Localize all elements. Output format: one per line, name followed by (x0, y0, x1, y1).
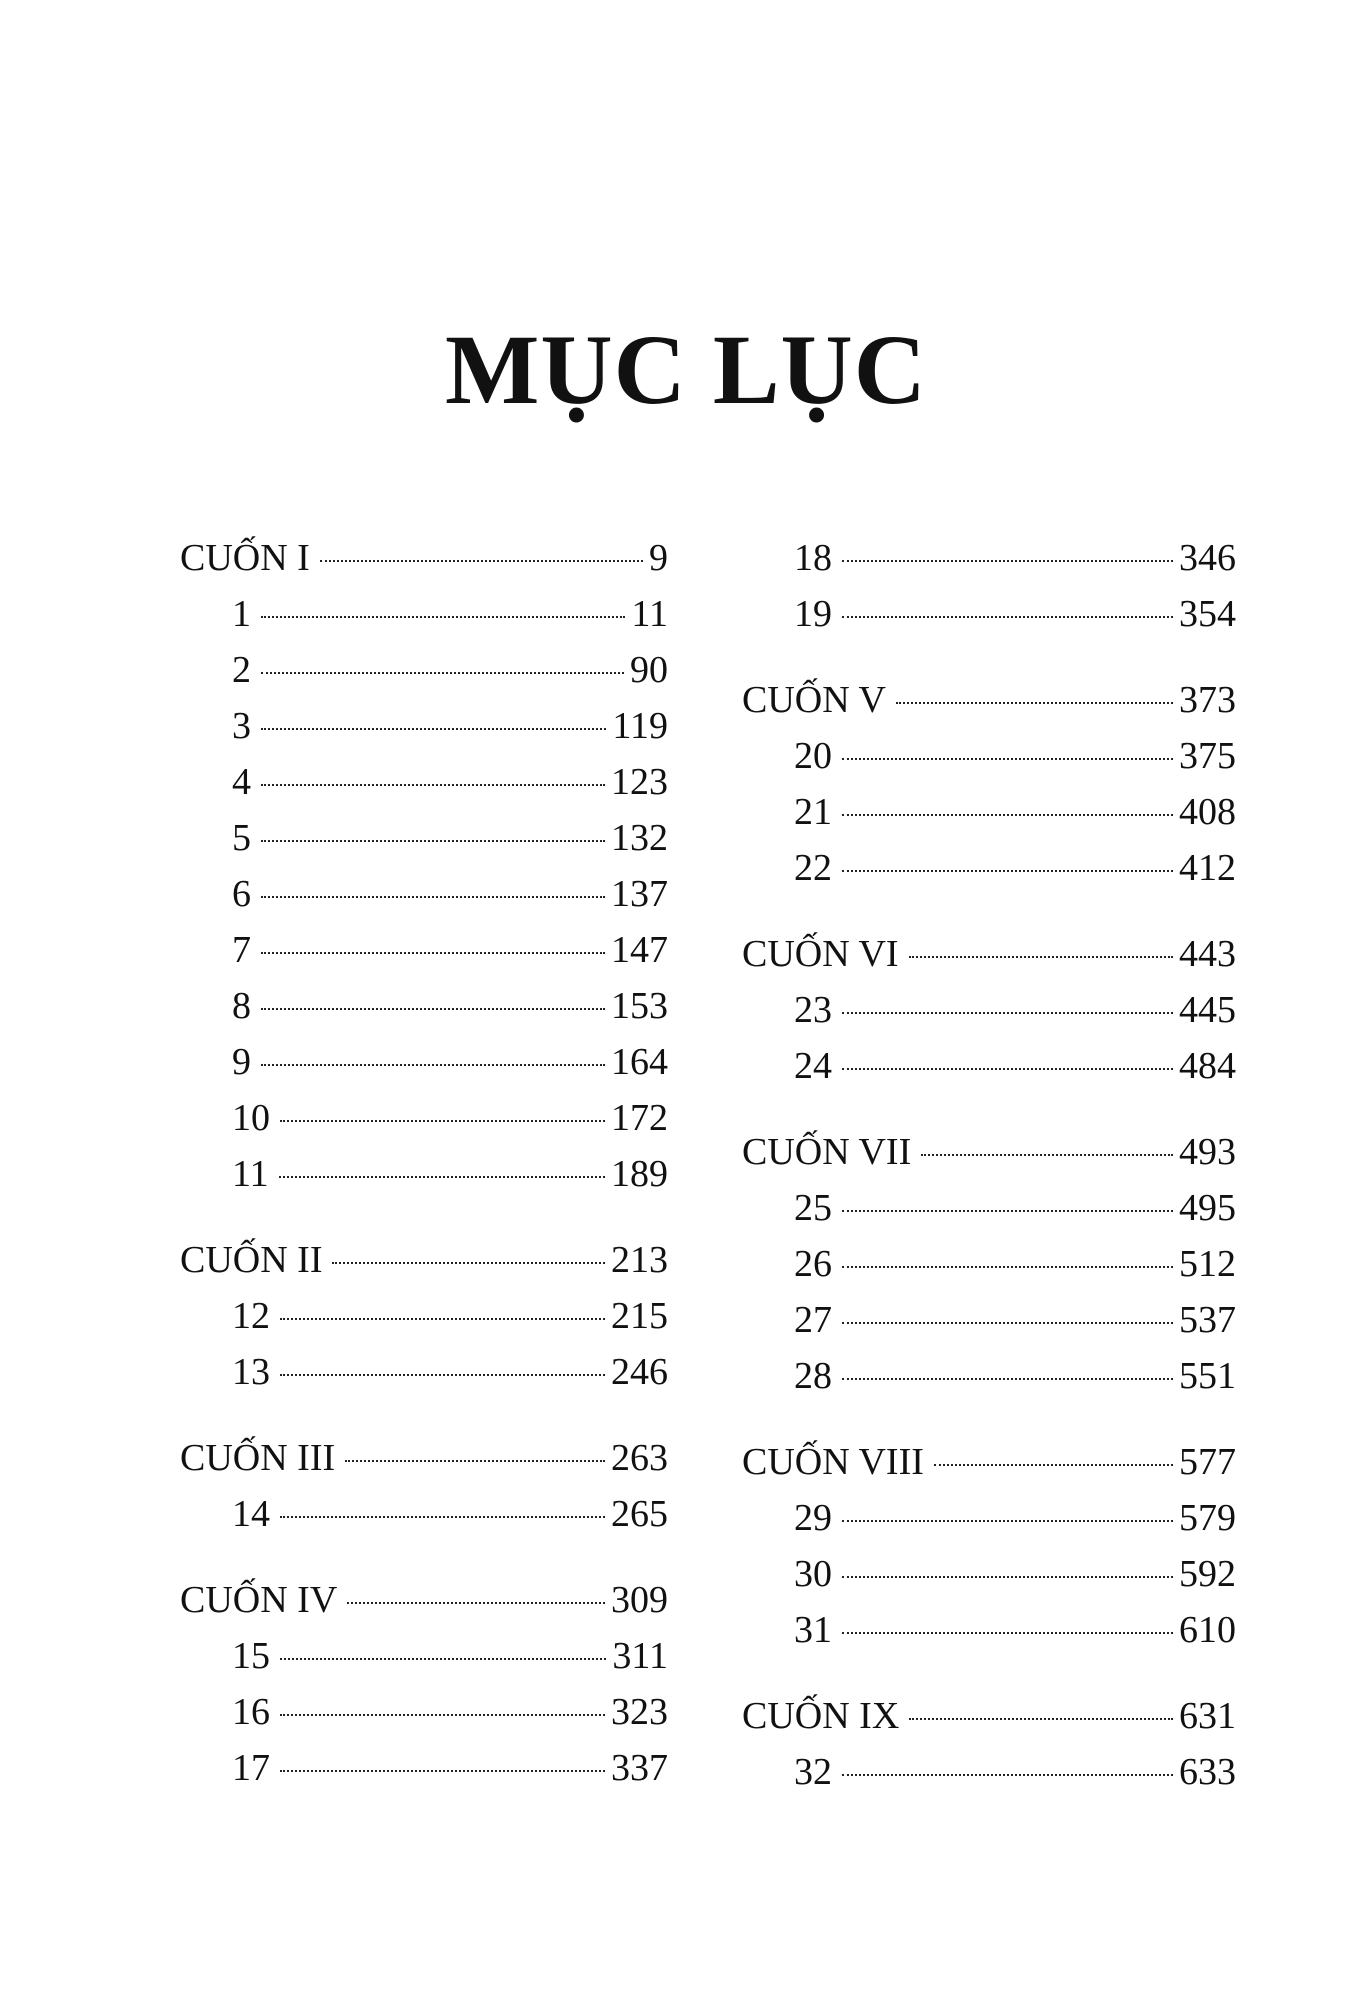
toc-entry-page-number: 215 (611, 1295, 668, 1337)
toc-entry-label: CUỐN VIII (742, 1441, 924, 1483)
toc-entry-label: 7 (232, 929, 251, 971)
toc-entry-page-number: 172 (611, 1097, 668, 1139)
toc-entry-label: 18 (794, 537, 832, 579)
toc-entry-label: CUỐN III (180, 1437, 336, 1479)
toc-entry-page-number: 123 (611, 761, 668, 803)
toc-entry-page-number: 164 (611, 1041, 668, 1083)
toc-entry-label: 1 (232, 593, 251, 635)
toc-entry-page-number: 445 (1179, 989, 1236, 1031)
toc-entry-label: 16 (232, 1691, 270, 1733)
toc-chapter-entry (180, 754, 668, 810)
toc-leader-dots (261, 616, 625, 618)
toc-chapter-entry (742, 1038, 1236, 1094)
toc-volume-entry (742, 1434, 1236, 1490)
toc-entry-label: CUỐN V (742, 679, 886, 721)
toc-chapter-entry (180, 642, 668, 698)
toc-leader-dots (909, 956, 1173, 958)
toc-entry-label: CUỐN VII (742, 1131, 912, 1173)
toc-entry-label: 4 (232, 761, 251, 803)
toc-entry-page-number: 309 (611, 1579, 668, 1621)
toc-leader-dots (280, 1318, 605, 1320)
toc-leader-dots (280, 1714, 605, 1716)
toc-entry-label: CUỐN I (180, 537, 310, 579)
toc-leader-dots (320, 560, 643, 562)
toc-entry-page-number: 337 (611, 1747, 668, 1789)
toc-right-column (742, 530, 1236, 1800)
toc-chapter-entry (180, 1288, 668, 1344)
toc-chapter-entry (742, 1744, 1236, 1800)
toc-entry-label: 21 (794, 791, 832, 833)
toc-leader-dots (842, 1576, 1173, 1578)
toc-leader-dots (896, 702, 1173, 704)
toc-leader-dots (842, 1322, 1173, 1324)
toc-entry-label: 22 (794, 847, 832, 889)
toc-entry-label: 5 (232, 817, 251, 859)
toc-entry-page-number: 592 (1179, 1553, 1236, 1595)
toc-entry-label: 13 (232, 1351, 270, 1393)
toc-entry-label: 29 (794, 1497, 832, 1539)
toc-entry-page-number: 213 (611, 1239, 668, 1281)
toc-entry-label: 24 (794, 1045, 832, 1087)
toc-entry-page-number: 484 (1179, 1045, 1236, 1087)
toc-entry-page-number: 153 (611, 985, 668, 1027)
toc-leader-dots (261, 1064, 605, 1066)
toc-chapter-entry (180, 1344, 668, 1400)
toc-entry-label: 19 (794, 593, 832, 635)
toc-leader-dots (842, 758, 1173, 760)
toc-leader-dots (261, 784, 605, 786)
toc-entry-page-number: 512 (1179, 1243, 1236, 1285)
toc-leader-dots (280, 1516, 605, 1518)
toc-entry-label: 12 (232, 1295, 270, 1337)
toc-entry-label: 30 (794, 1553, 832, 1595)
toc-leader-dots (280, 1120, 605, 1122)
toc-chapter-entry (742, 1236, 1236, 1292)
toc-leader-dots (842, 1210, 1173, 1212)
toc-leader-dots (261, 896, 605, 898)
toc-leader-dots (842, 1632, 1173, 1634)
toc-chapter-entry (742, 1180, 1236, 1236)
toc-entry-label: 17 (232, 1747, 270, 1789)
toc-entry-label: 27 (794, 1299, 832, 1341)
toc-entry-page-number: 610 (1179, 1609, 1236, 1651)
toc-left-column (180, 530, 668, 1796)
toc-chapter-entry (180, 586, 668, 642)
toc-chapter-entry (742, 1602, 1236, 1658)
toc-leader-dots (842, 1378, 1173, 1380)
toc-entry-page-number: 90 (630, 649, 668, 691)
toc-entry-label: 14 (232, 1493, 270, 1535)
toc-chapter-entry (742, 586, 1236, 642)
toc-volume-entry (742, 1124, 1236, 1180)
toc-entry-page-number: 189 (611, 1153, 668, 1195)
toc-chapter-entry (180, 698, 668, 754)
toc-chapter-entry (180, 810, 668, 866)
toc-entry-label: CUỐN IV (180, 1579, 338, 1621)
toc-leader-dots (842, 616, 1173, 618)
toc-entry-page-number: 132 (611, 817, 668, 859)
toc-entry-page-number: 633 (1179, 1751, 1236, 1793)
toc-leader-dots (280, 1658, 606, 1660)
toc-chapter-entry (742, 530, 1236, 586)
toc-entry-label: 10 (232, 1097, 270, 1139)
toc-entry-page-number: 246 (611, 1351, 668, 1393)
toc-leader-dots (280, 1374, 605, 1376)
toc-entry-page-number: 354 (1179, 593, 1236, 635)
toc-leader-dots (934, 1464, 1173, 1466)
toc-entry-label: 11 (232, 1153, 269, 1195)
toc-entry-page-number: 265 (611, 1493, 668, 1535)
toc-chapter-entry (180, 1628, 668, 1684)
toc-leader-dots (261, 672, 624, 674)
toc-entry-label: 2 (232, 649, 251, 691)
toc-entry-page-number: 373 (1179, 679, 1236, 721)
toc-leader-dots (842, 870, 1173, 872)
toc-volume-entry (180, 1572, 668, 1628)
toc-volume-entry (742, 926, 1236, 982)
toc-entry-page-number: 11 (631, 593, 668, 635)
toc-leader-dots (279, 1176, 605, 1178)
toc-leader-dots (909, 1718, 1173, 1720)
toc-leader-dots (842, 1774, 1173, 1776)
toc-chapter-entry (742, 840, 1236, 896)
toc-entry-label: 26 (794, 1243, 832, 1285)
toc-volume-entry (180, 1430, 668, 1486)
toc-entry-label: 31 (794, 1609, 832, 1651)
toc-entry-page-number: 412 (1179, 847, 1236, 889)
toc-volume-entry (742, 672, 1236, 728)
toc-chapter-entry (742, 728, 1236, 784)
toc-entry-label: 20 (794, 735, 832, 777)
toc-chapter-entry (742, 1490, 1236, 1546)
toc-entry-label: 23 (794, 989, 832, 1031)
toc-leader-dots (347, 1602, 605, 1604)
toc-leader-dots (280, 1770, 605, 1772)
toc-entry-label: 8 (232, 985, 251, 1027)
toc-entry-page-number: 147 (611, 929, 668, 971)
toc-entry-label: 6 (232, 873, 251, 915)
toc-entry-page-number: 311 (612, 1635, 668, 1677)
toc-chapter-entry (742, 1292, 1236, 1348)
toc-entry-page-number: 493 (1179, 1131, 1236, 1173)
toc-entry-label: 3 (232, 705, 251, 747)
page-title: MỤC LỤC (445, 314, 927, 425)
toc-chapter-entry (180, 1486, 668, 1542)
toc-entry-label: CUỐN IX (742, 1695, 900, 1737)
toc-entry-label: CUỐN II (180, 1239, 323, 1281)
toc-leader-dots (332, 1262, 605, 1264)
toc-volume-entry (180, 530, 668, 586)
toc-chapter-entry (742, 784, 1236, 840)
toc-leader-dots (842, 1068, 1173, 1070)
toc-entry-page-number: 443 (1179, 933, 1236, 975)
toc-entry-page-number: 537 (1179, 1299, 1236, 1341)
toc-entry-label: 25 (794, 1187, 832, 1229)
toc-entry-page-number: 551 (1179, 1355, 1236, 1397)
toc-volume-entry (180, 1232, 668, 1288)
toc-entry-page-number: 323 (611, 1691, 668, 1733)
toc-leader-dots (921, 1154, 1173, 1156)
toc-chapter-entry (180, 1684, 668, 1740)
toc-leader-dots (261, 1008, 605, 1010)
toc-leader-dots (261, 840, 605, 842)
toc-leader-dots (842, 1520, 1173, 1522)
toc-entry-page-number: 579 (1179, 1497, 1236, 1539)
toc-chapter-entry (180, 1740, 668, 1796)
toc-leader-dots (261, 952, 605, 954)
toc-leader-dots (842, 560, 1173, 562)
toc-leader-dots (842, 1012, 1173, 1014)
toc-chapter-entry (742, 1546, 1236, 1602)
toc-volume-entry (742, 1688, 1236, 1744)
toc-entry-label: 9 (232, 1041, 251, 1083)
toc-entry-label: 15 (232, 1635, 270, 1677)
toc-entry-page-number: 137 (611, 873, 668, 915)
toc-entry-page-number: 119 (612, 705, 668, 747)
toc-chapter-entry (180, 1146, 668, 1202)
toc-entry-page-number: 408 (1179, 791, 1236, 833)
toc-entry-page-number: 9 (649, 537, 668, 579)
toc-chapter-entry (180, 922, 668, 978)
toc-leader-dots (345, 1460, 605, 1462)
toc-chapter-entry (742, 982, 1236, 1038)
toc-entry-page-number: 577 (1179, 1441, 1236, 1483)
toc-chapter-entry (742, 1348, 1236, 1404)
toc-chapter-entry (180, 866, 668, 922)
toc-chapter-entry (180, 1090, 668, 1146)
toc-entry-page-number: 631 (1179, 1695, 1236, 1737)
toc-entry-label: 28 (794, 1355, 832, 1397)
toc-leader-dots (842, 814, 1173, 816)
toc-entry-label: 32 (794, 1751, 832, 1793)
toc-chapter-entry (180, 1034, 668, 1090)
toc-entry-label: CUỐN VI (742, 933, 899, 975)
toc-entry-page-number: 375 (1179, 735, 1236, 777)
toc-entry-page-number: 495 (1179, 1187, 1236, 1229)
toc-entry-page-number: 346 (1179, 537, 1236, 579)
toc-entry-page-number: 263 (611, 1437, 668, 1479)
toc-chapter-entry (180, 978, 668, 1034)
toc-leader-dots (842, 1266, 1173, 1268)
toc-leader-dots (261, 728, 606, 730)
